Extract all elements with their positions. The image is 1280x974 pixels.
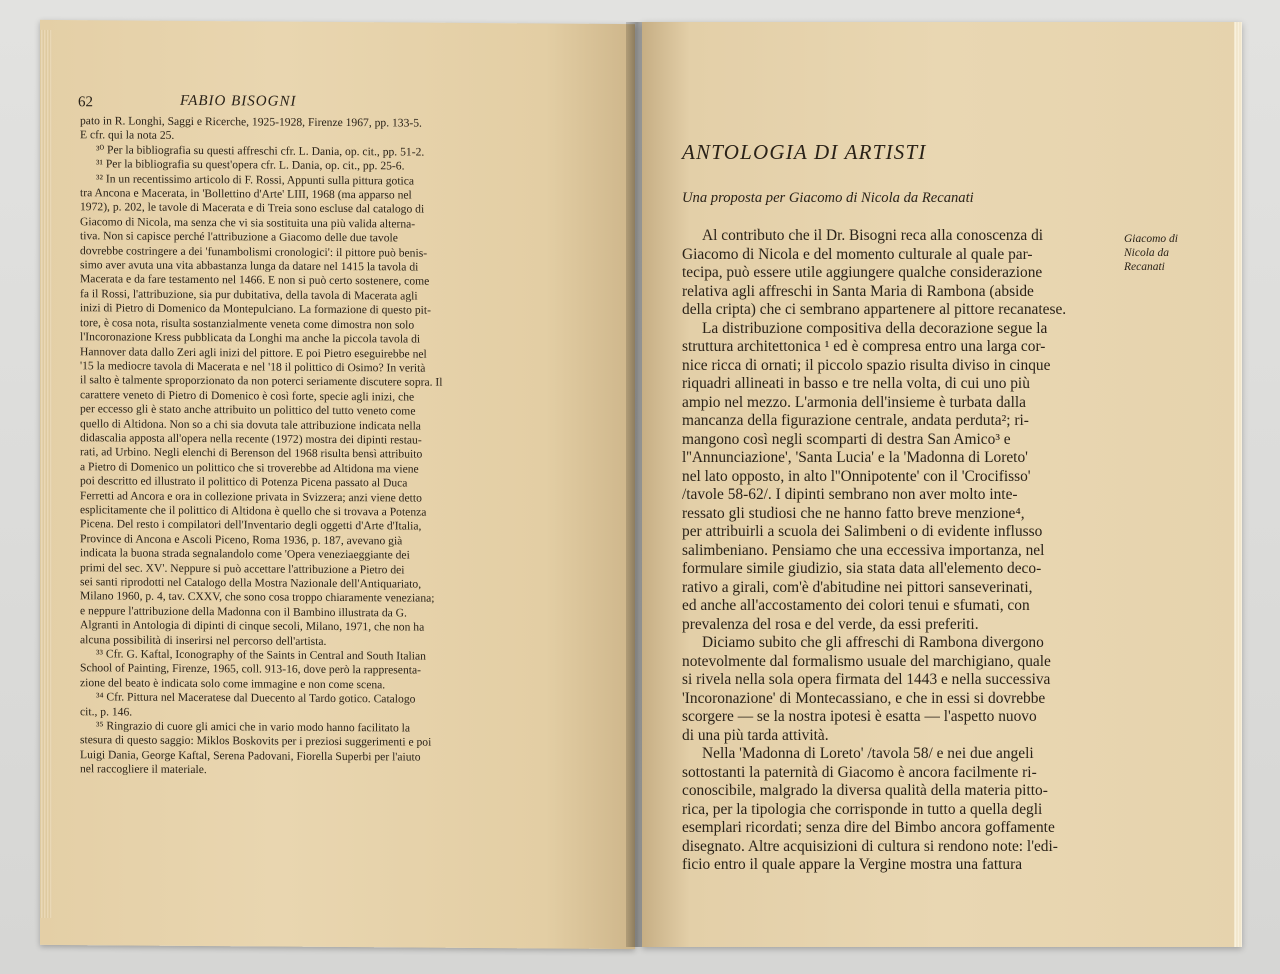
- page-number: 62: [78, 94, 93, 111]
- marginal-note-line: Giacomo di: [1124, 233, 1178, 245]
- footnote-line: a Pietro di Domenico un polittico che si troverebbe ad Altidona ma viene: [80, 459, 419, 476]
- body-line: mancanza della figurazione centrale, andata perduta²; ri-: [682, 412, 1029, 429]
- body-line: nel lato opposto, in alto l''Onnipotente' con il 'Crocifisso': [682, 467, 1031, 485]
- body-line: scorgere — se la nostra ipotesi è esatta — l'aspetto nuovo: [682, 708, 1037, 725]
- body-line: tecipa, può essere utile aggiungere qualche considerazione: [682, 264, 1043, 281]
- article-subtitle: Una proposta per Giacomo di Nicola da Recanati: [682, 190, 974, 206]
- footnote-line: per eccesso gli è stato anche attribuito un polittico del tutto veneto come: [80, 402, 416, 418]
- footnote-line: ³² In un recentissimo articolo di F. Rossi, Appunti sulla pittura gotica: [96, 171, 415, 188]
- footnote-line: il salto è talmente sproporzionato da non poterci seriamente discutere sopra. Il: [80, 373, 443, 390]
- body-line: La distribuzione compositiva della decorazione segue la: [702, 319, 1048, 337]
- footnote-line: carattere veneto di Pietro di Domenico è così forte, specie agli inizi, che: [80, 387, 415, 404]
- marginal-note-line: Nicola da: [1124, 247, 1170, 259]
- footnote-line: Ferretti ad Ancora e ora in collezione privata in Svizzera; anzi viene detto: [80, 488, 422, 505]
- footnote-line: alcuna possibilità di inserirsi nel percorso dell'artista.: [80, 632, 327, 648]
- footnote-line: 1972), p. 202, le tavole di Macerata e di Treia sono escluse dal catalogo di: [80, 200, 425, 217]
- body-line: esemplari ricordati; senza dire del Bimbo ancora goffamente: [682, 819, 1055, 836]
- body-line: mangono così negli scomparti di destra San Amico³ e: [682, 430, 1011, 448]
- body-line: struttura architettonica ¹ ed è compresa entro una larga cor-: [682, 338, 1046, 355]
- body-line: formulare simile giudizio, sia stata data all'elemento deco-: [682, 560, 1042, 577]
- body-line: ressato gli studiosi che ne hanno fatto breve menzione⁴,: [682, 504, 1025, 522]
- footnote-line: simo aver avuta una vita abbastanza lunga da datare nel 1415 la tavola di: [80, 258, 419, 274]
- footnote-line: '15 la mediocre tavola di Macerata e nel '18 il polittico di Osimo? In verità: [80, 359, 426, 375]
- footnote-line: Algranti in Antologia di dipinti di cinque secoli, Milano, 1971, che non ha: [80, 618, 425, 634]
- body-line: disegnato. Altre acquisizioni di cultura si rendono note: l'edi-: [682, 837, 1058, 855]
- running-head: FABIO BISOGNI: [180, 92, 297, 110]
- right-page: [642, 22, 1242, 947]
- footnote-line: rati, ad Urbino. Negli elenchi di Berenson del 1968 risulta bensì attribuito: [80, 445, 423, 461]
- body-line: prevalenza del rosa e del verde, da essi preferiti.: [682, 615, 979, 633]
- footnote-line: Macerata e da fare testamento nel 1466. E non si può certo sostenere, come: [80, 272, 430, 289]
- footnote-line: tore, è cosa nota, risulta sostanzialmente veneta come dimostra non solo: [80, 315, 415, 332]
- footnote-line: pato in R. Longhi, Saggi e Ricerche, 1925-1928, Firenze 1967, pp. 133-5.: [80, 114, 422, 130]
- footnote-line: l'Incoronazione Kress pubblicata da Longhi ma anche la piccola tavola di: [80, 330, 421, 346]
- body-line: l''Annunciazione', 'Santa Lucia' e la 'Madonna di Loreto': [682, 449, 1028, 466]
- footnote-line: fa il Rossi, l'attribuzione, sia pur dubitativa, della tavola di Macerata agli: [80, 287, 418, 303]
- footnote-line: inizi di Pietro di Domenico da Montepulciano. La formazione di questo pit-: [80, 301, 431, 317]
- footnote-line: didascalia apposta all'opera nella recente (1972) mostra dei dipinti restau-: [80, 431, 422, 447]
- body-line: /tavole 58-62/. I dipinti sembrano non aver molto inte-: [682, 486, 1018, 503]
- body-line: ampio nel mezzo. L'armonia dell'insieme è turbata dalla: [682, 393, 1027, 411]
- footnote-line: Giacomo di Nicola, ma senza che vi sia sostituita una più valida alterna-: [80, 215, 416, 231]
- footnote-line: E cfr. qui la nota 25.: [80, 128, 175, 143]
- footnote-line: ³³ Cfr. G. Kaftal, Iconography of the Saints in Central and South Italian: [96, 647, 426, 663]
- body-line: si rivela nella sola opera firmata del 1443 e nella successiva: [682, 671, 1051, 688]
- body-line: sottostanti la paternità di Giacomo è ancora facilmente ri-: [682, 763, 1037, 781]
- body-text-block: [682, 227, 1112, 875]
- footnote-line: Province di Ancona e Ascoli Piceno, Roma 1936, p. 187, avevano già: [80, 531, 403, 548]
- body-line: salimbeniano. Pensiamo che una eccessiva importanza, nel: [682, 541, 1045, 559]
- footnote-line: quello di Altidona. Non so a chi sia dovuta tale attribuzione indicata nella: [80, 416, 421, 433]
- body-line: relativa agli affreschi in Santa Maria di Rambona (abside: [682, 282, 1034, 300]
- footnote-line: ³¹ Per la bibliografia su quest'opera cfr. L. Dania, op. cit., pp. 25-6.: [96, 157, 405, 173]
- body-line: riquadri allineati in basso e tre nella volta, di cui uno più: [682, 375, 1030, 392]
- footnote-line: Hannover data dallo Zeri agli inizi del pittore. E poi Pietro eseguirebbe nel: [80, 344, 427, 361]
- footnote-line: ³⁴ Cfr. Pittura nel Maceratese dal Duecento al Tardo gotico. Catalogo: [96, 690, 416, 706]
- footnote-line: Picena. Del resto i compilatori dell'Inventario degli oggetti d'Arte d'Italia,: [80, 517, 422, 533]
- footnote-line: primi del sec. XV'. Neppure si può accettare l'attribuzione a Pietro dei: [80, 560, 405, 577]
- footnote-line: dovrebbe costringere a dei 'funambolismi cronologici': il pittore può benis-: [80, 243, 428, 260]
- left-page: [40, 20, 635, 949]
- footnote-line: indicata la buona strada segnalandolo come 'Opera veneziaeggiante dei: [80, 546, 410, 562]
- chapter-title: ANTOLOGIA DI ARTISTI: [682, 140, 927, 164]
- body-line: Diciamo subito che gli affreschi di Rambona divergono: [702, 634, 1044, 651]
- footnote-line: zione del beato è indicata solo come immagine e non come scena.: [80, 676, 386, 692]
- footnote-line: cit., p. 146.: [80, 704, 133, 719]
- footnote-line: Milano 1960, p. 4, tav. CXXV, che sono cosa troppo chiaramente veneziana;: [80, 589, 435, 606]
- body-line: di una più tarda attività.: [682, 726, 829, 744]
- body-line: ed anche all'accostamento dei colori tenui e sfumati, con: [682, 597, 1030, 614]
- footnote-line: tra Ancona e Macerata, in 'Bollettino d'Arte' LIII, 1968 (ma apparso nel: [80, 186, 412, 202]
- body-line: Al contributo che il Dr. Bisogni reca alla conoscenza di: [702, 227, 1044, 244]
- body-line: nice ricca di ornati; il piccolo spazio risulta diviso in cinque: [682, 356, 1051, 374]
- body-line: della cripta) che ci sembrano appartenere al pittore recanatese.: [682, 301, 1067, 318]
- body-line: rativo a girali, com'è d'abitudine nei pittori sanseverinati,: [682, 578, 1033, 596]
- footnote-line: sei santi riprodotti nel Catalogo della Mostra Nazionale dell'Antiquariato,: [80, 575, 422, 591]
- marginal-note-line: Recanati: [1124, 261, 1165, 273]
- body-line: 'Incoronazione' di Montecassiano, e che in essi si dovrebbe: [682, 689, 1046, 707]
- footnote-line: stesura di questo saggio: Miklos Boskovits per i preziosi suggerimenti e poi: [80, 733, 432, 750]
- footnote-line: ³⁰ Per la bibliografia su questi affreschi cfr. L. Dania, op. cit., pp. 51-2.: [96, 143, 425, 159]
- footnote-line: poi descritto ed illustrato il polittico di Potenza Picena passato al Duca: [80, 474, 408, 490]
- open-book: [30, 22, 1252, 947]
- footnote-line: ³⁵ Ringrazio di cuore gli amici che in vario modo hanno facilitato la: [96, 719, 411, 735]
- footnote-line: esplicitamente che il polittico di Altidona è quello che si trovava a Potenza: [80, 503, 427, 519]
- footnote-line: School of Painting, Firenze, 1965, coll. 913-16, dove però la rappresenta-: [80, 661, 421, 678]
- footnote-line: Luigi Dania, George Kaftal, Serena Padovani, Fiorella Superbi per l'aiuto: [80, 748, 421, 764]
- footnotes-block: [80, 114, 605, 780]
- footnote-line: tiva. Non si capisce perché l'attribuzione a Giacomo delle due tavole: [80, 229, 398, 245]
- footnote-line: e neppure l'attribuzione della Madonna con il Bambino illustrata da G.: [80, 604, 407, 620]
- body-line: Nella 'Madonna di Loreto' /tavola 58/ e nei due angeli: [702, 745, 1034, 762]
- body-line: notevolmente dal formalismo usuale del marchigiano, quale: [682, 652, 1051, 670]
- right-page-edge: [1234, 22, 1242, 947]
- body-line: Giacomo di Nicola e del momento culturale al quale par-: [682, 245, 1033, 263]
- marginal-note: [1124, 232, 1214, 274]
- body-line: conoscibile, malgrado la diversa qualità della materia pitto-: [682, 782, 1048, 799]
- left-page-edge: [40, 30, 52, 918]
- footnote-line: nel raccogliere il materiale.: [80, 762, 207, 777]
- body-line: per attribuirli a scuola dei Salimbeni o di evidente influsso: [682, 523, 1043, 540]
- body-line: rica, per la tipologia che corrisponde in tutto a quella degli: [682, 800, 1043, 818]
- body-line: ficio entro il quale appare la Vergine mostra una fattura: [682, 856, 1023, 873]
